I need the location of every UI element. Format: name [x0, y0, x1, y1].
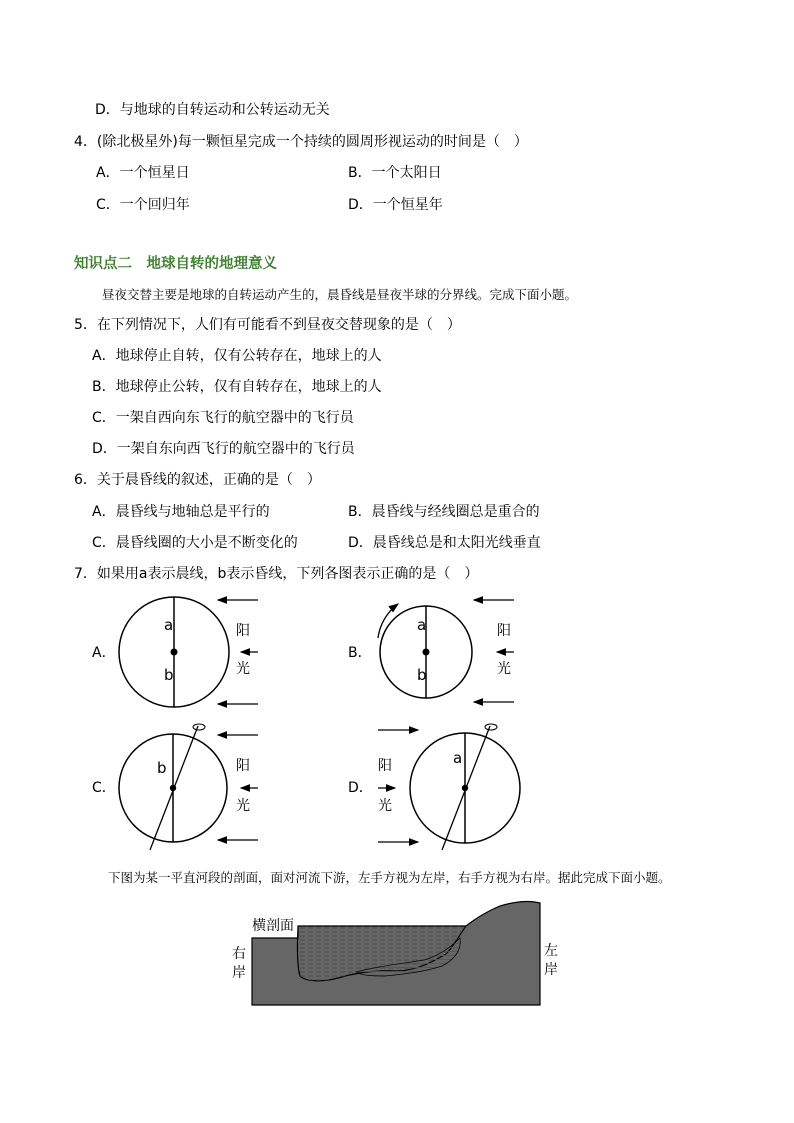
sun-label-1: 阳 — [378, 758, 392, 774]
q7-stem: 7．如果用a表示晨线，b表示昏线，下列各图表示正确的是（ ） — [74, 566, 479, 582]
rotation-icon — [485, 724, 497, 730]
q6-option-c: C．晨昏线圈的大小是不断变化的 — [92, 535, 298, 551]
sun-label-1: 阳 — [236, 623, 250, 639]
fig-c-label: C． — [92, 780, 116, 796]
q4-stem: 4．(除北极星外)每一颗恒星完成一个持续的圆周形视运动的时间是（ ） — [74, 134, 528, 150]
rotation-arrow — [378, 604, 398, 638]
q4-option-c: C．一个回归年 — [96, 197, 190, 213]
q3-option-d: D．与地球的自转运动和公转运动无关 — [95, 102, 330, 118]
q6-stem: 6．关于晨昏线的叙述，正确的是（ ） — [74, 472, 321, 488]
left-bank-1: 左 — [544, 943, 558, 959]
q6-option-d: D．晨昏线总是和太阳光线垂直 — [348, 535, 541, 551]
sun-label-2: 光 — [497, 661, 511, 677]
fig-a-label: A． — [92, 645, 116, 661]
q5-option-c: C．一架自西向东飞行的航空器中的飞行员 — [92, 410, 354, 426]
sun-label-2: 光 — [236, 661, 250, 677]
figure-a — [110, 590, 270, 720]
sun-label-1: 阳 — [497, 623, 511, 639]
label-a: a — [164, 616, 174, 634]
q6-option-a: A．晨昏线与地轴总是平行的 — [92, 504, 270, 520]
q5-option-b: B．地球停止公转，仅有自转存在，地球上的人 — [92, 379, 382, 395]
figure-d — [366, 718, 536, 858]
river-cross-section — [228, 898, 568, 1010]
label-marker: a — [453, 749, 463, 767]
q6-option-b: B．晨昏线与经线圈总是重合的 — [348, 504, 540, 520]
label-marker: b — [157, 759, 167, 777]
earth-center — [462, 785, 468, 791]
q4-option-b: B．一个太阳日 — [348, 165, 442, 181]
figure-c — [110, 718, 270, 858]
q5-option-a: A．地球停止自转，仅有公转存在，地球上的人 — [92, 348, 382, 364]
label-a: a — [417, 616, 427, 634]
earth-center — [171, 649, 178, 656]
river-intro: 下图为某一平直河段的剖面，面对河流下游，左手方视为左岸，右手方视为右岸。据此完成下面小题。 — [108, 870, 671, 885]
right-bank-1: 右 — [232, 946, 246, 962]
right-bank-2: 岸 — [232, 965, 246, 981]
figure-title: 横剖面 — [252, 918, 294, 934]
q4-option-a: A．一个恒星日 — [96, 165, 190, 181]
q4-option-d: D．一个恒星年 — [348, 197, 443, 213]
sun-label-2: 光 — [378, 798, 392, 814]
earth-center — [170, 785, 176, 791]
left-bank-2: 岸 — [544, 962, 558, 978]
q5-option-d: D．一架自东向西飞行的航空器中的飞行员 — [92, 441, 355, 457]
fig-d-label: D． — [348, 780, 373, 796]
sun-label-2: 光 — [236, 798, 250, 814]
q5-stem: 5．在下列情况下，人们有可能看不到昼夜交替现象的是（ ） — [74, 317, 461, 333]
fig-b-label: B． — [348, 645, 372, 661]
section-intro: 昼夜交替主要是地球的自转运动产生的，晨昏线是昼夜半球的分界线。完成下面小题。 — [102, 287, 578, 302]
earth-center — [423, 649, 430, 656]
figure-b — [366, 590, 526, 720]
label-b: b — [417, 666, 427, 684]
rotation-icon — [193, 724, 205, 730]
section-title: 知识点二 地球自转的地理意义 — [74, 256, 277, 272]
sun-label-1: 阳 — [236, 758, 250, 774]
label-b: b — [164, 666, 174, 684]
